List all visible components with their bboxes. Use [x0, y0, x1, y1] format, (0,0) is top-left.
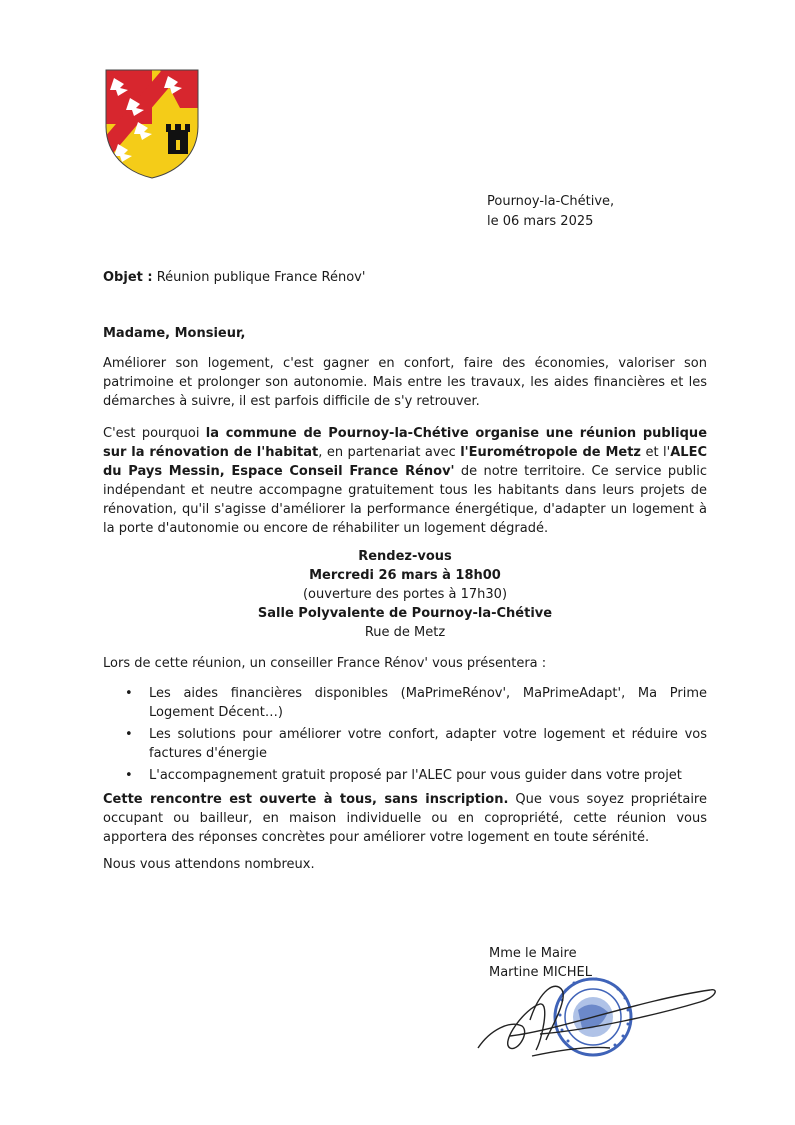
place-and-date — [487, 192, 614, 232]
closing-line: Nous vous attendons nombreux. — [103, 857, 315, 872]
event-doors: (ouverture des portes à 17h30) — [302, 587, 508, 602]
signatory-title: Mme le Maire — [489, 946, 577, 961]
paragraph-text: de notre territoire. Ce service public indépendant et neutre accompagne gratuitement tous les habitants dans leurs projets de rénovation, qu'il s'agisse d'améliorer la performance énergétique, d'adapter un logement à la porte d'autonomie ou encore de réhabiliter un logement dégradé. — [103, 464, 708, 536]
list-intro: Lors de cette réunion, un conseiller France Rénov' vous présentera : — [103, 656, 547, 671]
subject-text: Réunion publique France Rénov' — [156, 270, 366, 285]
coat-of-arms-logo — [104, 68, 200, 180]
subject-line — [103, 268, 365, 288]
paragraph-text: C'est pourquoi — [103, 426, 206, 441]
event-venue: Salle Polyvalente de Pournoy-la-Chétive — [257, 606, 553, 621]
subject-label: Objet : — [103, 270, 153, 285]
list-item — [103, 766, 707, 785]
list-item — [103, 684, 707, 722]
event-block — [103, 547, 707, 642]
bullet-icon: • — [125, 768, 133, 783]
signature-block — [489, 944, 592, 982]
paragraph-text: et l' — [640, 445, 671, 460]
bullet-icon: • — [125, 686, 133, 701]
topic-list — [103, 684, 707, 788]
signatory-name: Martine MICHEL — [489, 965, 592, 980]
paragraph-open-to-all — [103, 790, 707, 847]
salutation: Madame, Monsieur, — [103, 326, 246, 341]
list-item-text: Les aides financières disponibles (MaPrimeRénov', MaPrimeAdapt', Ma Prime Logement Décent…) — [149, 686, 707, 720]
official-stamp-icon — [555, 978, 631, 1056]
place-text: Pournoy-la-Chétive, — [487, 194, 615, 209]
bold-text: ALEC du Pays Messin, Espace Conseil France Rénov' — [103, 445, 707, 479]
list-item — [103, 725, 707, 763]
event-title: Rendez-vous — [358, 549, 452, 564]
date-text: le 06 mars 2025 — [487, 214, 594, 229]
event-date: Mercredi 26 mars à 18h00 — [309, 568, 501, 583]
bold-text: Cette rencontre est ouverte à tous, sans inscription. — [103, 792, 509, 807]
bullet-icon: • — [125, 727, 133, 742]
paragraph-partnership — [103, 424, 707, 538]
paragraph-intro: Améliorer son logement, c'est gagner en confort, faire des économies, valoriser son patrimoine et prolonger son autonomie. Mais entre les travaux, les aides financières et les démarches à suivre, il est parfois difficile de s'y retrouver. — [103, 356, 707, 409]
paragraph-text: Que vous soyez propriétaire occupant ou bailleur, en maison individuelle ou en copropriété, cette réunion vous apportera des réponses concrètes pour améliorer votre logement en toute sérénité. — [103, 792, 707, 845]
list-item-text: L'accompagnement gratuit proposé par l'ALEC pour vous guider dans votre projet — [149, 768, 682, 783]
event-street: Rue de Metz — [364, 625, 446, 640]
paragraph-text: , en partenariat avec — [318, 445, 461, 460]
bold-text: l'Eurométropole de Metz — [460, 445, 641, 460]
bold-text: la commune de Pournoy-la-Chétive organise une réunion publique sur la rénovation de l'habitat — [103, 426, 708, 460]
list-item-text: Les solutions pour améliorer votre confort, adapter votre logement et réduire vos factures d'énergie — [149, 727, 707, 761]
